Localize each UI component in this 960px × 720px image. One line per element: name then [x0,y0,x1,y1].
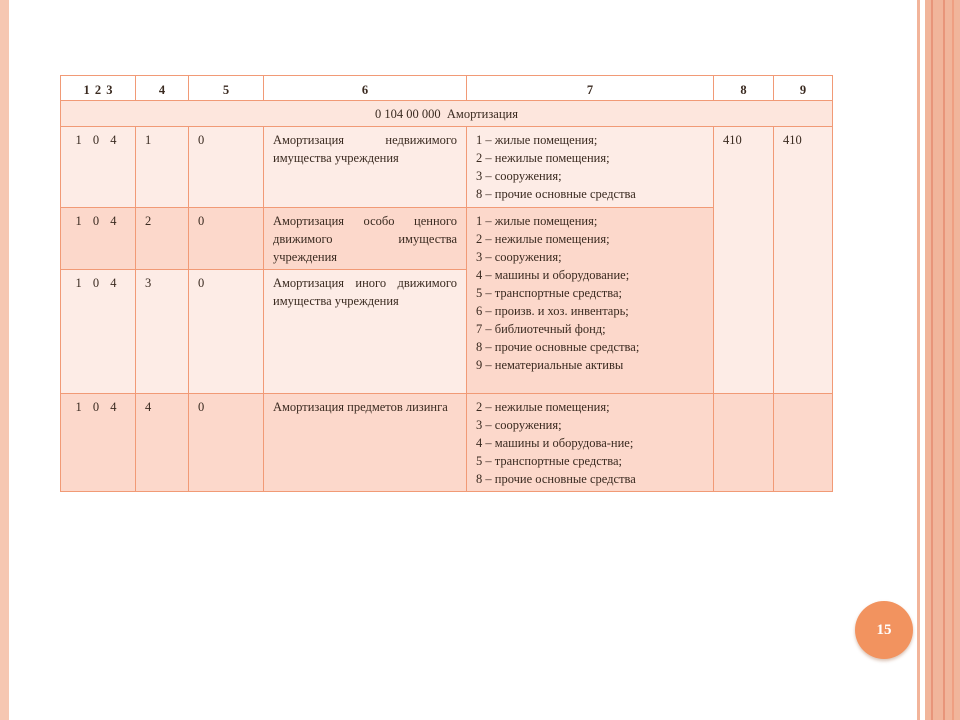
row-codes: 1 0 4 [61,270,136,394]
row-col9 [774,394,833,492]
list-item: 2 – нежилые помещения; [476,400,610,414]
slide-frame-left [0,0,9,720]
list-item: 9 – нематериальные активы [476,358,624,372]
list-item: 8 – прочие основные средства [476,472,636,486]
row-codes: 1 0 4 [61,208,136,270]
header-cell-6: 6 [264,76,467,101]
slide-frame-stripe [952,0,954,720]
list-item: 2 – нежилые помещения; [476,151,610,165]
row-col5: 0 [189,127,264,208]
slide-frame-stripe [943,0,945,720]
list-item: 8 – прочие основные средства; [476,340,640,354]
list-item: 3 – сооружения; [476,418,562,432]
row-col5: 0 [189,270,264,394]
table-row [61,127,833,208]
slide-frame-stripe [931,0,933,720]
section-title: 0 104 00 000 Амортизация [61,101,833,127]
header-cell-9: 9 [774,76,833,101]
list-item: 1 – жилые помещения; [476,133,598,147]
header-cell-codes: 1 2 3 [61,76,136,101]
list-item: 4 – машины и оборудование; [476,268,630,282]
section-row [61,101,833,127]
list-item: 7 – библиотечный фонд; [476,322,606,336]
row-items [467,394,714,492]
row-col8: 410 [714,127,774,394]
amortization-table [60,75,833,492]
list-item: 8 – прочие основные средства [476,187,636,201]
row-codes: 1 0 4 [61,394,136,492]
list-item: 5 – транспортные средства; [476,286,622,300]
row-col9: 410 [774,127,833,394]
header-cell-7: 7 [467,76,714,101]
row-account-name: Амортизация иного движимого имущества учреждения [264,270,467,394]
page-number-badge: 15 [855,601,913,659]
row-col4: 1 [136,127,189,208]
row-col4: 4 [136,394,189,492]
slide-frame-right-line [917,0,920,720]
list-item: 2 – нежилые помещения; [476,232,610,246]
row-col5: 0 [189,394,264,492]
header-cell-5: 5 [189,76,264,101]
table-row [61,394,833,492]
row-account-name: Амортизация особо ценного движимого имущества учреждения [264,208,467,270]
list-item: 6 – произв. и хоз. инвентарь; [476,304,629,318]
row-col4: 2 [136,208,189,270]
row-account-name: Амортизация предметов лизинга [264,394,467,492]
list-item: 3 – сооружения; [476,250,562,264]
header-row [61,76,833,101]
row-items-shared [467,208,714,394]
row-items [467,127,714,208]
row-col4: 3 [136,270,189,394]
list-item: 4 – машины и оборудова-ние; [476,436,634,450]
list-item: 5 – транспортные средства; [476,454,622,468]
row-codes: 1 0 4 [61,127,136,208]
header-cell-4: 4 [136,76,189,101]
row-col8 [714,394,774,492]
header-cell-8: 8 [714,76,774,101]
list-item: 1 – жилые помещения; [476,214,598,228]
row-account-name: Амортизация недвижимого имущества учреждения [264,127,467,208]
list-item: 3 – сооружения; [476,169,562,183]
row-col5: 0 [189,208,264,270]
